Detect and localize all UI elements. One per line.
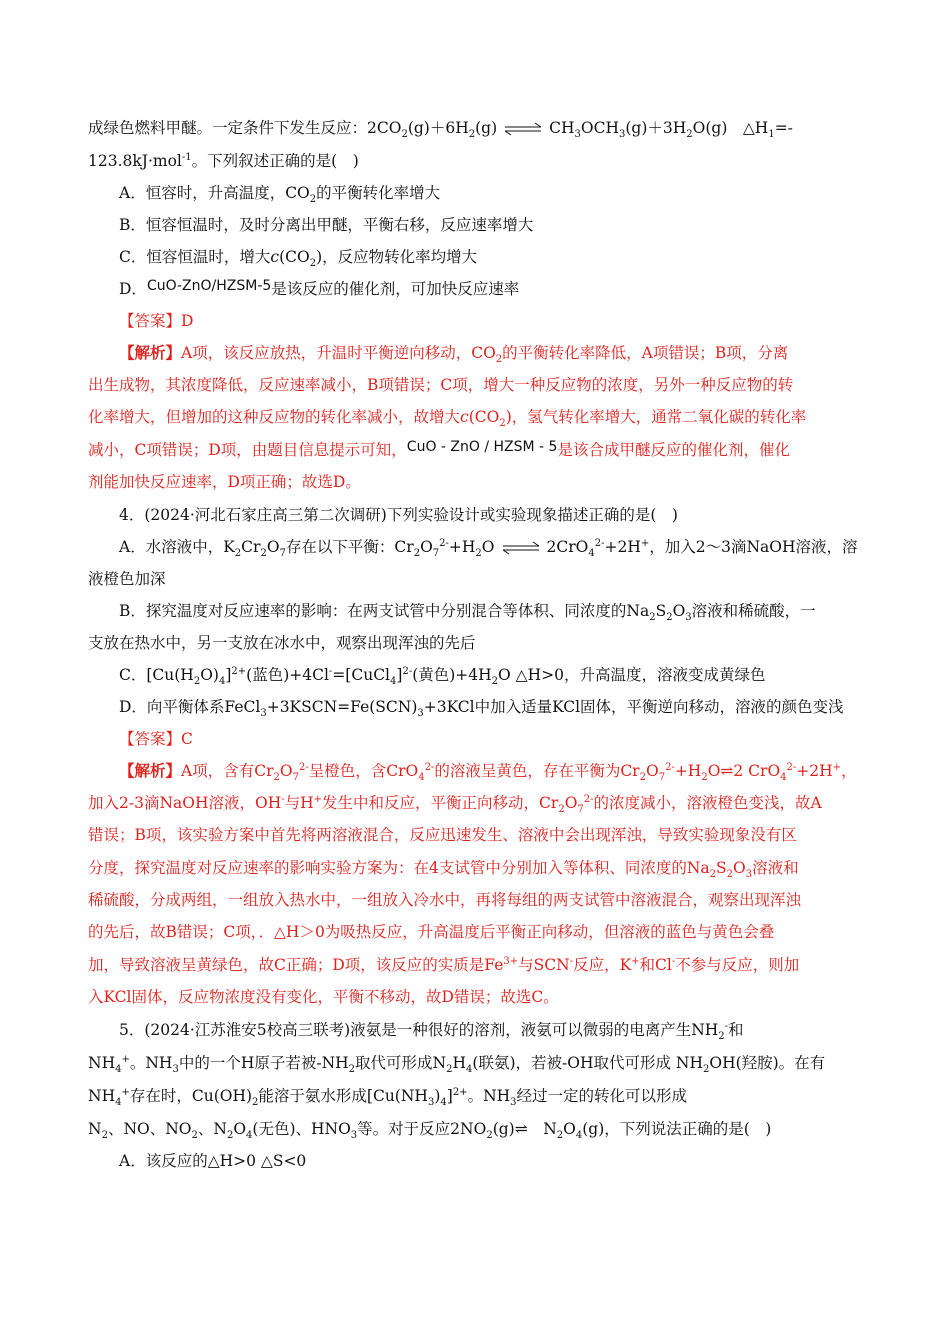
- q4-option-b-line2: 支放在热水中，另一支放在冰水中，观察出现浑浊的先后: [88, 634, 476, 652]
- q3-stem-line1: 成绿色燃料甲醚。一定条件下发生反应：$2CO_2(g)+6H_2(g)$ $CH_3OCH_3(g)+3H_2O(g)$ $\triangle H_1=-$: [88, 119, 793, 141]
- q4-explanation-line7: 加，导致溶液呈黄绿色，故C正确；D项，该反应的实质是$Fe^{3+}$与SCN-反应，K+和Cl-不参与反应，则加: [88, 955, 800, 974]
- q3-answer: 【答案】D: [119, 312, 194, 330]
- q4-explanation-line8: 入KCl固体，反应物浓度没有变化，平衡不移动，故D错误；故选C。: [88, 988, 559, 1006]
- q3-option-c: C．恒容恒温时，增大$c(CO_2)$，反应物转化率均增大: [119, 248, 478, 270]
- q3-explanation-line2: 出生成物，其浓度降低，反应速率减小，B项错误；C项，增大一种反应物的浓度，另外一种反应物的转: [88, 376, 794, 394]
- q4-explanation-line6: 的先后，故B错误；C项，．△H＞0为吸热反应，升高温度后平衡正向移动，但溶液的蓝色与黄色会叠: [88, 923, 775, 941]
- q3-explanation-line5: 剂能加快反应速率，D项正确；故选D。: [88, 473, 361, 491]
- q4-answer: 【答案】C: [119, 730, 193, 748]
- q4-explanation-line2: 加入2-3滴NaOH溶液，OH-与H+发生中和反应，平衡正向移动，$Cr_2O_7^{2-}$的浓度减小，溶液橙色变浅，故A: [88, 793, 822, 816]
- q5-stem-line4: $N_2$、NO、$NO_2$、$N_2O_4$(无色)、$HNO_3$等。对于反应$2NO_2(g)\rightleftharpoons$ $N_2O_4(g)$，下列说法正确的是( ): [88, 1120, 772, 1142]
- q4-explanation-line3: 错误；B项，该实验方案中首先将两溶液混合，反应迅速发生、溶液中会出现浑浊，导致实验现象没有区: [88, 826, 797, 844]
- q3-stem-line2: 123.8kJ·mol$^{-1}$。下列叙述正确的是( ): [88, 151, 359, 170]
- equilibrium-arrow-icon: [503, 122, 543, 136]
- q3-option-d: D．CuO-ZnO/HZSM-5是该反应的催化剂，可加快反应速率: [119, 278, 520, 298]
- q4-option-a-line1: A．水溶液中，$K_2Cr_2O_7$存在以下平衡：$Cr_2O_7^{2-}+H_2O$ 2CrO$_4^{2-}$+2H+，加入2～3滴NaOH溶液，溶: [119, 537, 858, 560]
- q4-explanation-line4: 分度，探究温度对反应速率的影响实验方案为：在4支试管中分别加入等体积、同浓度的$Na_2S_2O_3$溶液和: [88, 859, 799, 881]
- q5-stem-line3: $NH_4^+$存在时，$Cu(OH)_2$能溶于氨水形成$[Cu(NH_3)_4]^{2+}$。$NH_3$经过一定的转化可以形成: [88, 1086, 688, 1109]
- q4-option-a-line2: 液橙色加深: [88, 570, 166, 588]
- q5-stem-line2: $NH_4^+$。$NH_3$中的一个H原子若被$-NH_2$取代可形成$N_2H_4$(联氨)，若被-OH取代可形成 $NH_2OH$(羟胺)。在有: [88, 1053, 826, 1076]
- q4-option-d: D．向平衡体系$FeCl_3+3KSCN=Fe(SCN)_3+3KCl$中加入适量KCl固体，平衡逆向移动，溶液的颜色变浅: [119, 698, 844, 720]
- q5-option-a: A．该反应的△H>0 △S<0: [119, 1152, 307, 1170]
- q4-explanation-line5: 稀硫酸，分成两组，一组放入热水中，一组放入冷水中，再将每组的两支试管中溶液混合，观察出现浑浊: [88, 891, 802, 909]
- q3-explanation-line1: 【解析】A项，该反应放热，升温时平衡逆向移动，$CO_2$的平衡转化率降低，A项错误；B项，分离: [119, 343, 789, 366]
- q3-option-a: A．恒容时，升高温度，$CO_2$的平衡转化率增大: [119, 184, 441, 206]
- q3-explanation-line4: 减小，C项错误；D项，由题目信息提示可知，CuO - ZnO / HZSM - 5是该合成甲醚反应的催化剂，催化: [88, 439, 790, 459]
- q3-explanation-line3: 化率增大，但增加的这种反应物的转化率减小，故增大$c(CO_2)$，氢气转化率增大，通常二氧化碳的转化率: [88, 408, 807, 430]
- q5-stem-line1: 5．(2024·江苏淮安5校高三联考)液氨是一种很好的溶剂，液氨可以微弱的电离产生$NH_2^-$和: [119, 1020, 744, 1043]
- q3-option-b: B．恒容恒温时，及时分离出甲醚，平衡右移，反应速率增大: [119, 216, 534, 234]
- q4-option-c: C．$[Cu(H_2O)_4]^{2+}$(蓝色)+4Cl-=[CuCl$_4$]$^{2-}$(黄色)$+4H_2O$ △H>0，升高温度，溶液变成黄绿色: [119, 665, 766, 688]
- q4-option-b-line1: B．探究温度对反应速率的影响：在两支试管中分别混合等体积、同浓度的$Na_2S_2O_3$溶液和稀硫酸，一: [119, 602, 816, 624]
- equilibrium-arrow-icon: [501, 541, 541, 555]
- q4-explanation-line1: 【解析】A项，含有$Cr_2O_7^{2-}$呈橙色，含CrO$_4^{2-}$的溶液呈黄色，存在平衡为$Cr_2O_7^{2-}+H_2O\rightleftharpoons 2$ CrO$_4^{2-}$+2H+，: [119, 761, 857, 784]
- q4-stem: 4．(2024·河北石家庄高三第二次调研)下列实验设计或实验现象描述正确的是( ): [119, 506, 678, 524]
